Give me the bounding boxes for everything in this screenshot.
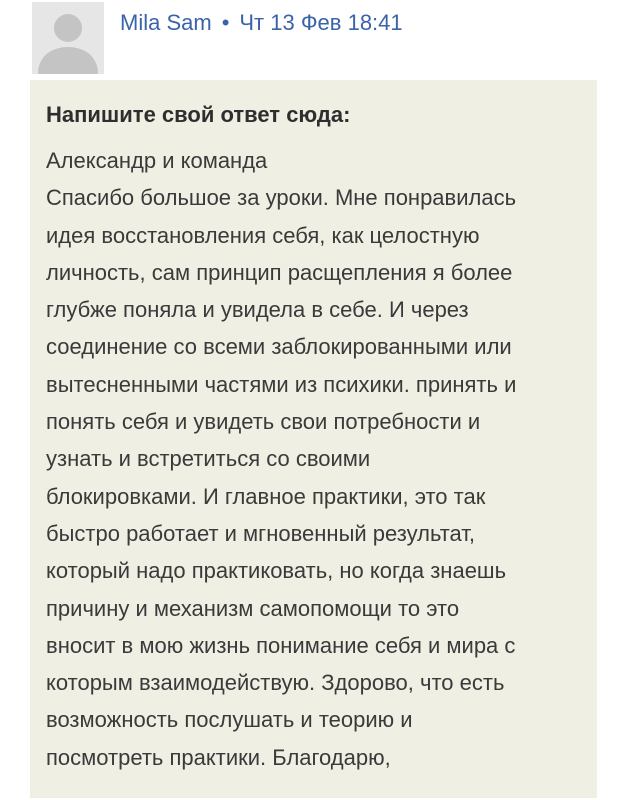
author-name-link[interactable]: Mila Sam [120, 10, 212, 35]
meta-separator: • [221, 10, 230, 35]
answer-prompt-label: Напишите свой ответ сюда: [46, 102, 351, 127]
post-date-link[interactable]: Чт 13 Фев 18:41 [239, 10, 403, 35]
answer-line: посмотреть практики. Благодарю, [46, 744, 391, 770]
answer-text [46, 142, 583, 776]
answer-line: вносит в мою жизнь понимание себя и мира с [46, 632, 516, 658]
answer-line: узнать и встретиться со своими [46, 446, 371, 472]
answer-line: личность, сам принцип расщепления я более [46, 259, 513, 285]
answer-line: вытесненными частями из психики. принять и [46, 371, 517, 397]
answer-line: Александр и команда [46, 148, 268, 173]
answer-line: Спасибо большое за уроки. Мне понравилась [46, 185, 517, 211]
answer-line: причину и механизм самопомощи то это [46, 595, 460, 621]
answer-line: глубже поняла и увидела в себе. И через [46, 297, 469, 323]
answer-line: идея восстановления себя, как целостную [46, 222, 480, 248]
answer-line: который надо практиковать, но когда знаешь [46, 558, 507, 584]
avatar[interactable] [32, 2, 104, 74]
user-silhouette-icon [32, 2, 104, 74]
answer-line: понять себя и увидеть свои потребности и [46, 409, 481, 435]
answer-line: быстро работает и мгновенный результат, [46, 520, 476, 546]
answer-card [30, 80, 597, 798]
answer-line: возможность послушать и теорию и [46, 707, 413, 733]
answer-line: которым взаимодействую. Здорово, что есть [46, 670, 505, 696]
answer-line: блокировками. И главное практики, это так [46, 483, 486, 509]
answer-line: соединение со всеми заблокированными или [46, 334, 512, 360]
post-meta [120, 6, 403, 40]
